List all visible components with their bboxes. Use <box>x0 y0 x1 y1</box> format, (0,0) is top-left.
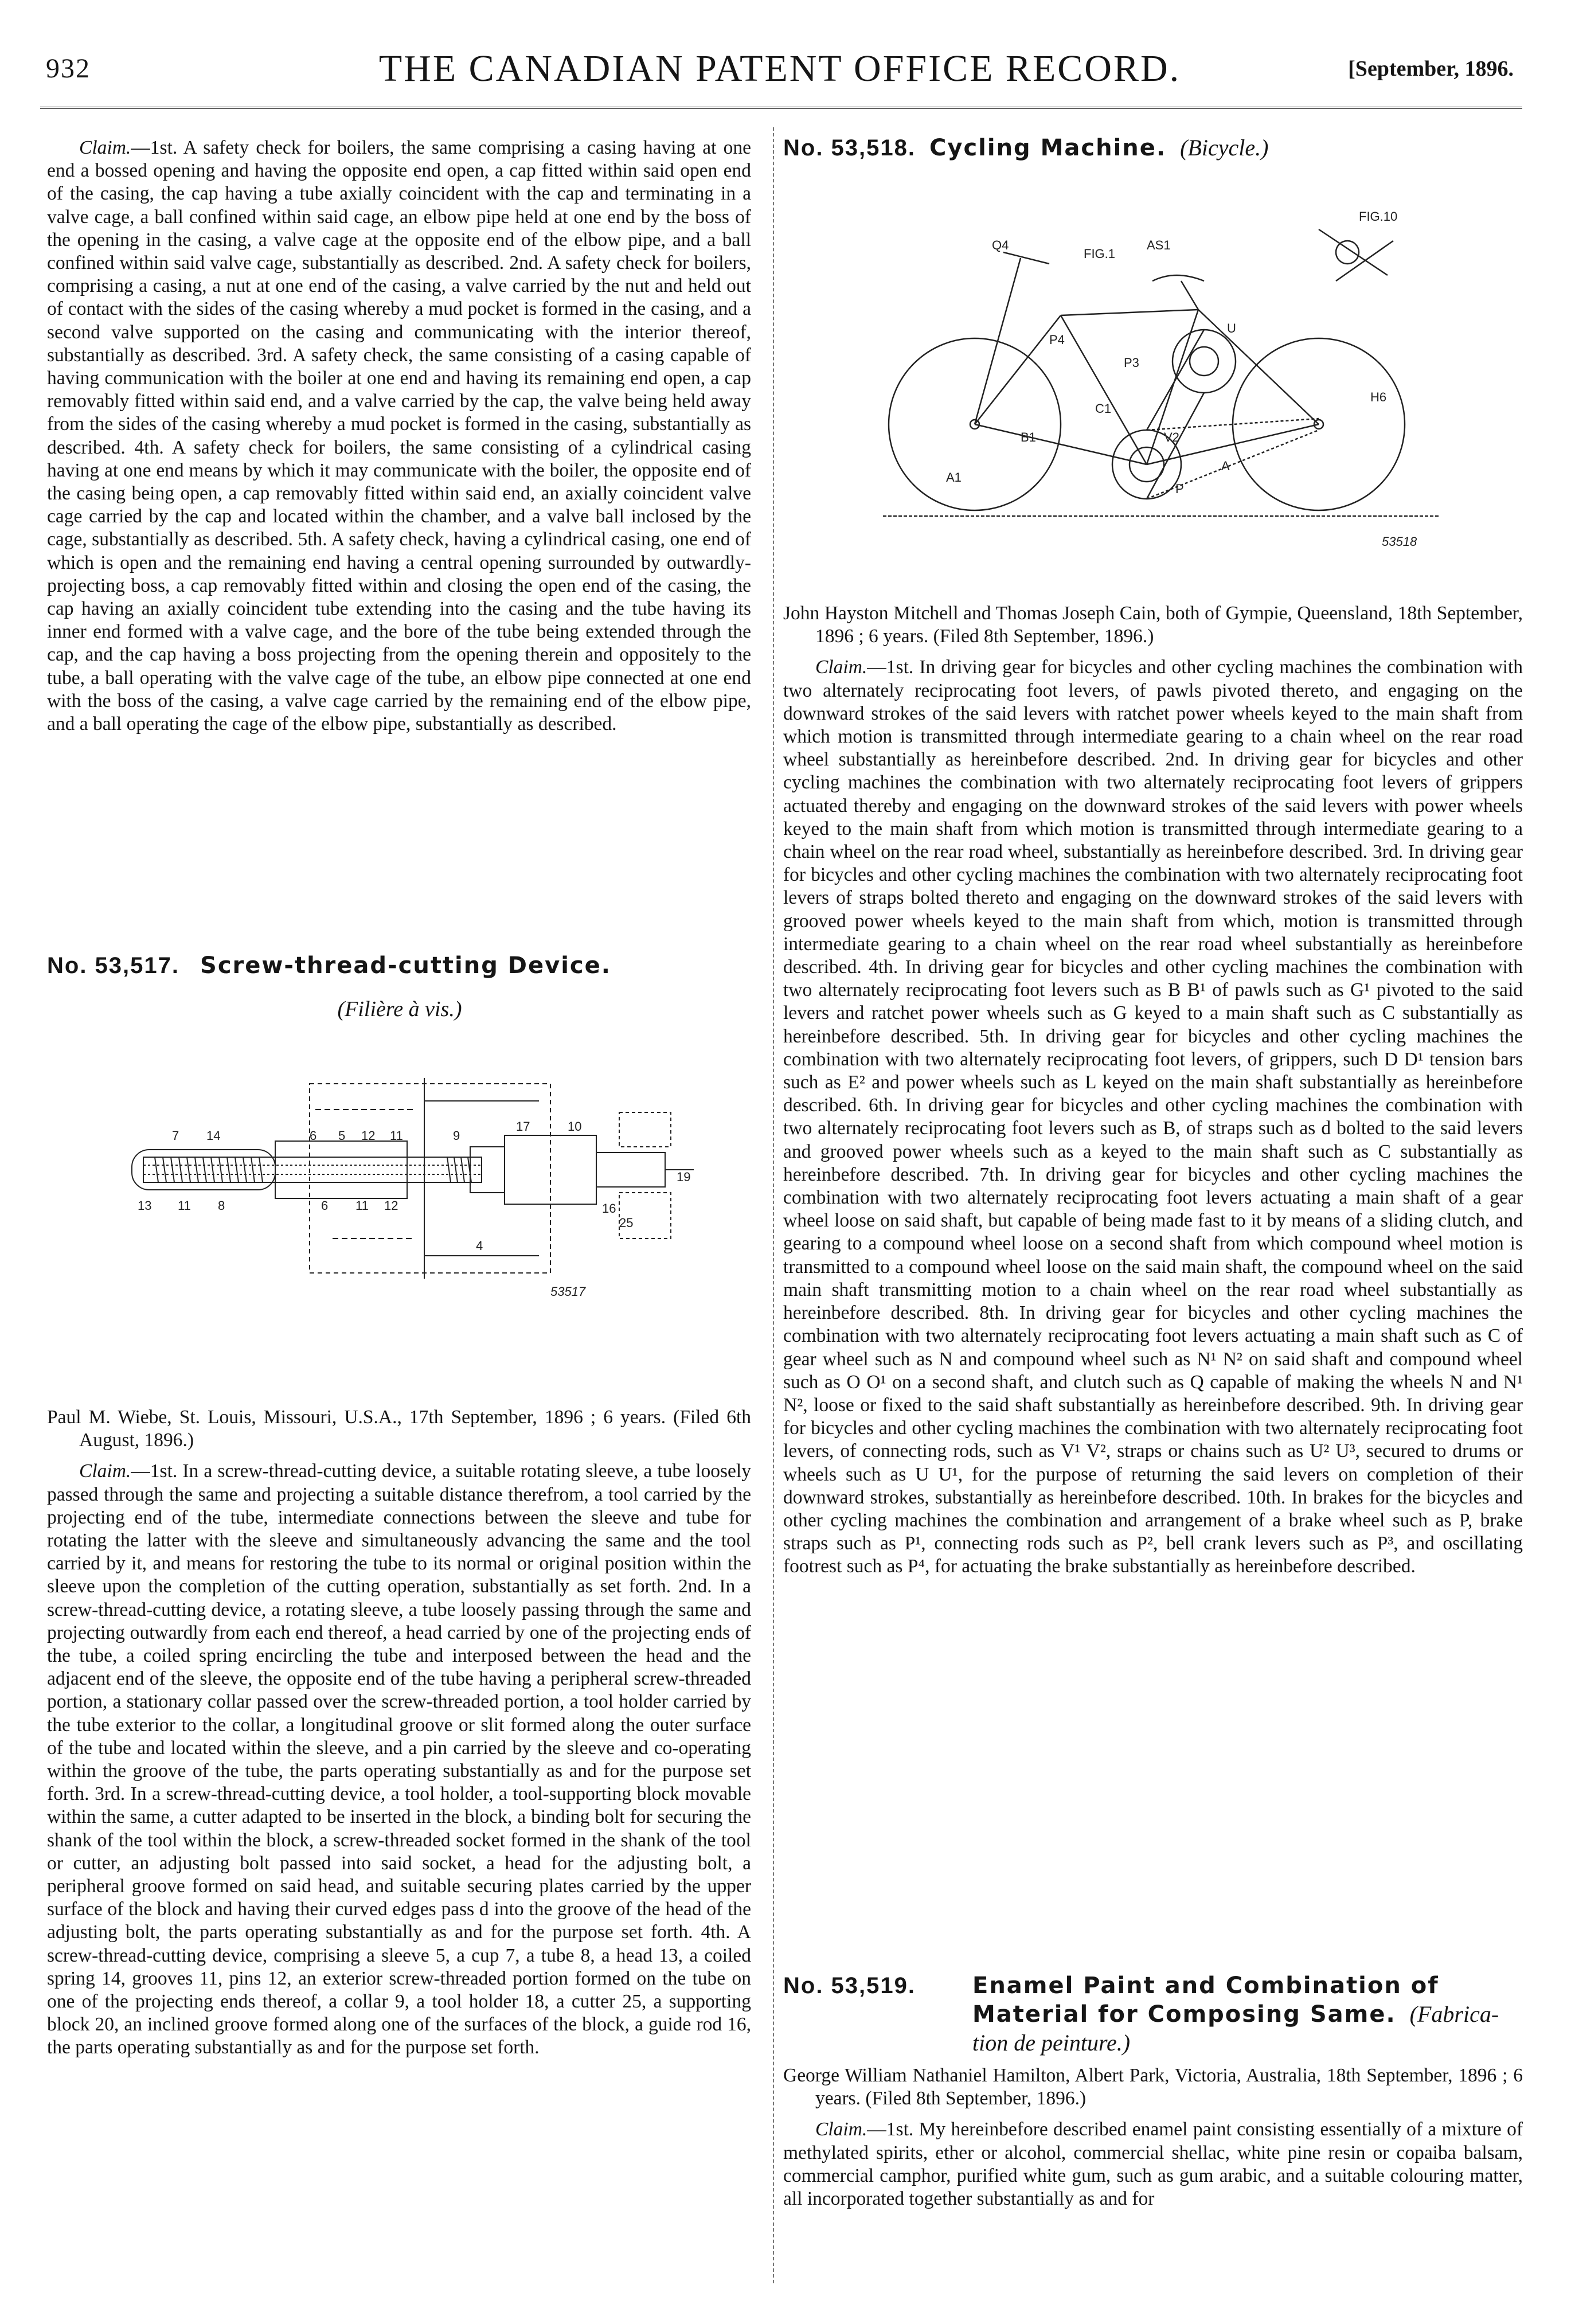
claims-paragraph <box>783 2118 1523 2210</box>
entry-heading-53519 <box>783 1971 1523 2057</box>
patent-title: Cycling Machine. <box>929 135 1167 161</box>
previous-claim-paragraph <box>47 136 751 736</box>
previous-claim-block <box>47 136 751 736</box>
svg-text:A1: A1 <box>946 470 962 485</box>
column-divider <box>773 127 774 2283</box>
svg-text:6: 6 <box>321 1198 329 1213</box>
svg-text:13: 13 <box>138 1198 152 1213</box>
svg-text:7: 7 <box>172 1128 179 1143</box>
claim-text: —1st. In a screw-thread-cutting device, a suitable rotating sleeve, a tube loosely passed through the same and projecting a suitable distance therefrom, a tool carried by the projecting end of the tube, intermediate connections between the sleeve and tube for rotating the latter with the sleeve and simultaneously advancing the same and the tool carried by it, and means for restoring the tube to its normal or original position within the sleeve upon the completion of the cutting operation, substantially as set forth. 2nd. In a screw-thread-cutting device, a rotating sleeve, a tube loosely passing through the same and projecting outwardly from each end thereof, a head carried by one of the projecting ends of the tube, a coiled spring encircling the tube and interposed between the head and the adjacent end of the sleeve, the opposite end of the tube having a peripheral screw-threaded portion, a stationary collar passed over the screw-threaded portion, a tool holder carried by the tube exterior to the collar, a longitudinal groove or slit formed along the outer surface of the tube and located within the sleeve, and a pin carried by the sleeve and co-operating within the groove of the tube, the parts operating substantially as and for the purpose set forth. 3rd. In a screw-thread-cutting device, a tool holder, a tool-supporting block movable within the same, a cutter adapted to be inserted in the block, a binding bolt for securing the shank of the tool within the block, a screw-threaded socket formed in the shank of the tool or cutter, an adjusting bolt passed into said socket, a head for the adjusting bolt, a peripheral groove formed on said head, and suitable securing plates carried by the upper surface of the block and having their curved edges pass d into the groove of the head of the adjusting bolt, the parts operating substantially as and for the purpose set forth. 4th. A screw-thread-cutting device, comprising a sleeve 5, a cup 7, a tube 8, a head 13, a coiled spring 14, grooves 11, pins 12, an exterior screw-threaded portion formed on the tube on one of the projecting ends thereof, a collar 9, a tool holder 18, a cutter 25, a supporting block 20, an inclined groove formed along one of the surfaces of the block, a guide rod 16, the parts operating substantially as and for the purpose set forth. <box>47 1460 751 2059</box>
svg-text:8: 8 <box>218 1198 225 1213</box>
patent-number: No. 53,518. <box>783 135 916 161</box>
svg-text:12: 12 <box>361 1128 376 1143</box>
svg-text:16: 16 <box>602 1201 616 1216</box>
inventor-line: Paul M. Wiebe, St. Louis, Missouri, U.S.A., 17th September, 1896 ; 6 years. (Filed 6th August, 1896.) <box>47 1407 751 1451</box>
entry-body-53517 <box>47 1406 751 2060</box>
claim-label: Claim. <box>815 2119 867 2141</box>
claim-label: Claim. <box>815 657 867 678</box>
claim-text: —1st. In driving gear for bicycles and other cycling machines the combination with two alternately reciprocating foot levers, of pawls pivoted thereto, and engaging on the downward strokes of the said levers with ratchet power wheels keyed to the main shaft from which motion is transmitted through intermediate gearing to a chain wheel on the rear road wheel substantially as hereinbefore described. 2nd. In driving gear for bicycles and other cycling machines the combination with two alternately reciprocating foot levers of grippers actuated thereby and engaging on the downward strokes of the said levers with power wheels keyed to the main shaft from which motion is transmitted through intermediate gearing to a chain wheel on the rear road wheel, substantially as hereinbefore described. 3rd. In driving gear for bicycles and other cycling machines the combination with two alternately reciprocating foot levers of straps bolted thereto and engaging on the downward strokes of the said levers with grooved power wheels keyed to the main shaft from which, motion is transmitted through intermediate gearing to a chain wheel on the rear road wheel substantially as hereinbefore described. 4th. In driving gear for bicycles and other cycling machines the combination with two alternately reciprocating foot levers such as B B¹ of pawls such as G¹ pivoted to the said levers and ratchet power wheels such as G keyed to a main shaft such as C substantially as hereinbefore described. 5th. In driving gear for bicycles and other cycling machines the combination with two alternately reciprocating foot levers, of grippers, such D D¹ tension bars such as E² and power wheels such as L keyed on the main shaft substantially as hereinbefore described. 6th. In driving gear for bicycles and other cycling machines the combination with two alternately reciprocating foot levers such as B, of straps such as d bolted to the said levers and grooved power wheels such as a keyed to the main shaft such as C substantially as hereinbefore described. 7th. In driving gear for bicycles and other cycling machines the combination with two alternately reciprocating foot levers actuating a main shaft of a gear wheel loose on said shaft, but capable of being made fast to it by means of a sliding clutch, and gearing to a compound wheel loose on a second shaft from which compound wheel motion is transmitted to a compound wheel loose on the said main shaft, the compound wheel on the said main shaft transmitting motion to a chain wheel on the rear road wheel substantially as hereinbefore described. 8th. In driving gear for bicycles and other cycling machines the combination with two alternately reciprocating foot levers actuating a main shaft such as C of gear wheel such as N and compound wheel such as N¹ N² on said shaft and compound wheel such as O O¹ on a second shaft, and clutch such as Q capable of making the wheels N and N¹ N², loose or fixed to the said shaft substantially as hereinbefore described. 9th. In driving gear for bicycles and other cycling machines the combination with two alternately reciprocating foot levers, of connecting rods, such as V¹ V², straps or chains such as U² U³, secured to drums or wheels such as U U¹, for the purpose of returning the said levers on completion of their downward strokes, substantially as hereinbefore described. 10th. In brakes for the bicycles and other cycling machines the combination and arrangement of a brake wheel such as P, brake straps such as P¹, connecting rods such as P², bell crank levers such as P³, and oscillating footrest such as P⁴, for actuating the brake substantially as hereinbefore described. <box>783 657 1523 1577</box>
inventor-line: John Hayston Mitchell and Thomas Joseph Cain, both of Gympie, Queensland, 18th September, 1896 ; 6 years. (Filed 8th September, 1896.) <box>783 603 1523 647</box>
journal-title: THE CANADIAN PATENT OFFICE RECORD. <box>378 48 1181 89</box>
patent-number: No. 53,517. <box>47 953 180 978</box>
svg-text:FIG.10: FIG.10 <box>1359 209 1398 224</box>
figure-caption-53518: 53518 <box>1382 534 1417 549</box>
french-title-line1: (Fabrica- <box>1409 2001 1499 2027</box>
patent-title: Screw-thread-cutting Device. <box>200 952 611 979</box>
claim-label: Claim. <box>79 1460 131 1482</box>
header-rule <box>40 107 1522 109</box>
svg-text:AS1: AS1 <box>1147 238 1171 252</box>
claims-paragraph <box>47 1460 751 2059</box>
svg-text:P4: P4 <box>1049 333 1065 347</box>
patent-title-line2: Material for Composing Same. <box>972 2001 1396 2028</box>
svg-text:C1: C1 <box>1095 401 1112 416</box>
french-title: (Bicycle.) <box>1180 135 1269 161</box>
svg-text:B1: B1 <box>1021 430 1036 444</box>
claim-text: —1st. A safety check for boilers, the same comprising a casing having at one end a bossed opening and having the opposite end open, a cap fitted within said open end of the casing, the cap having a tube axially coincident with the cap and terminating in a valve cage, a ball confined within said cage, an elbow pipe held at one end by the boss of the opening in the casing, a valve cage at the opposite end of the elbow pipe, and a ball confined within said valve cage, substantially as described. 2nd. A safety check for boilers, comprising a casing, a nut at one end of the casing, a valve carried by the nut and held out of contact with the sides of the casing whereby a mud pocket is formed in the casing, and a second valve supported on the casing and communicating with the interior thereof, substantially as described. 3rd. A safety check, the same consisting of a casing capable of having communication with the boiler at one end and having its remaining end open, a cap removably fitted within said end, and a valve carried by the cap, the valve being held away from the sides of the casing whereby a mud pocket is formed in the casing, substantially as described. 4th. A safety check for boilers, the same consisting of a cylindrical casing having at one end means by which it may communicate with the boiler, the opposite end of the casing being open, a cap removably fitted within said end, an axially coincident valve cage carried by the cap and located within the chamber, and a valve ball inclosed by the cage, substantially as described. 5th. A safety check, having a cylindrical casing, one end of which is open and the remaining end having a central opening surrounded by outwardly-projecting boss, a cap removably fitted within and closing the open end of the casing, the cap having an axially coincident tube extending into the casing and the tube having its inner end formed with a valve cage, and the bore of the tube being extended through the cap, and the cap having a boss projecting from the opening therein and oppositely to the tube, a ball operating with the valve cage of the tube, an elbow pipe connected at one end with the boss of the casing, a valve cage carried by the remaining end of the elbow pipe, and a ball operating the cage of the elbow pipe, substantially as described. <box>47 137 751 735</box>
svg-text:P3: P3 <box>1124 356 1139 370</box>
svg-text:A: A <box>1221 459 1230 473</box>
svg-text:U: U <box>1227 321 1236 335</box>
figure-caption-53517: 53517 <box>550 1284 586 1299</box>
svg-text:V2: V2 <box>1164 430 1179 444</box>
patent-number: No. 53,519. <box>783 1973 916 1998</box>
page-header <box>46 45 1514 91</box>
issue-date: [September, 1896. <box>1348 57 1514 81</box>
entry-body-53519 <box>783 2064 1523 2210</box>
svg-text:FIG.1: FIG.1 <box>1084 247 1116 261</box>
svg-text:11: 11 <box>355 1198 369 1213</box>
claim-text: —1st. My hereinbefore described enamel paint consisting essentially of a mixture of methylated spirits, ether or alcohol, commercial shellac, white pine resin or copaiba balsam, commercial camphor, purified white gum, such as gum arabic, and a suitable colouring matter, all incorporated together substantially as and for <box>783 2119 1523 2210</box>
svg-text:11: 11 <box>178 1198 191 1213</box>
entry-heading-53517 <box>47 952 752 979</box>
figure-cycling-machine <box>877 195 1451 550</box>
page-number: 932 <box>46 53 91 84</box>
svg-text:10: 10 <box>568 1119 582 1134</box>
patent-title-line1: Enamel Paint and Combination of <box>972 1973 1439 1999</box>
french-title: (Filière à vis.) <box>337 997 462 1021</box>
svg-text:4: 4 <box>476 1239 483 1253</box>
svg-text:5: 5 <box>338 1128 346 1143</box>
svg-text:17: 17 <box>516 1119 530 1134</box>
entry-heading-53518 <box>783 134 1523 161</box>
svg-text:H6: H6 <box>1370 390 1387 404</box>
svg-text:9: 9 <box>453 1128 460 1143</box>
svg-text:6: 6 <box>310 1128 317 1143</box>
screw-thread-device-drawing <box>103 1067 711 1307</box>
claims-paragraph <box>783 656 1523 1578</box>
entry-body-53518 <box>783 602 1523 1579</box>
svg-text:P: P <box>1175 482 1184 496</box>
claim-label: Claim. <box>79 137 131 158</box>
bicycle-drawing <box>877 195 1451 550</box>
figure-screw-thread-cutting-device <box>103 1067 711 1307</box>
svg-text:19: 19 <box>677 1170 691 1184</box>
inventor-line: George William Nathaniel Hamilton, Albert Park, Victoria, Australia, 18th September, 1896 ; 6 years. (Filed 8th September, 1896.) <box>783 2065 1523 2110</box>
svg-text:Q4: Q4 <box>992 238 1009 252</box>
svg-text:25: 25 <box>619 1216 634 1230</box>
french-title-line2: tion de peinture.) <box>972 2030 1131 2056</box>
svg-text:11: 11 <box>390 1128 403 1143</box>
svg-text:14: 14 <box>206 1128 221 1143</box>
svg-text:12: 12 <box>384 1198 398 1213</box>
